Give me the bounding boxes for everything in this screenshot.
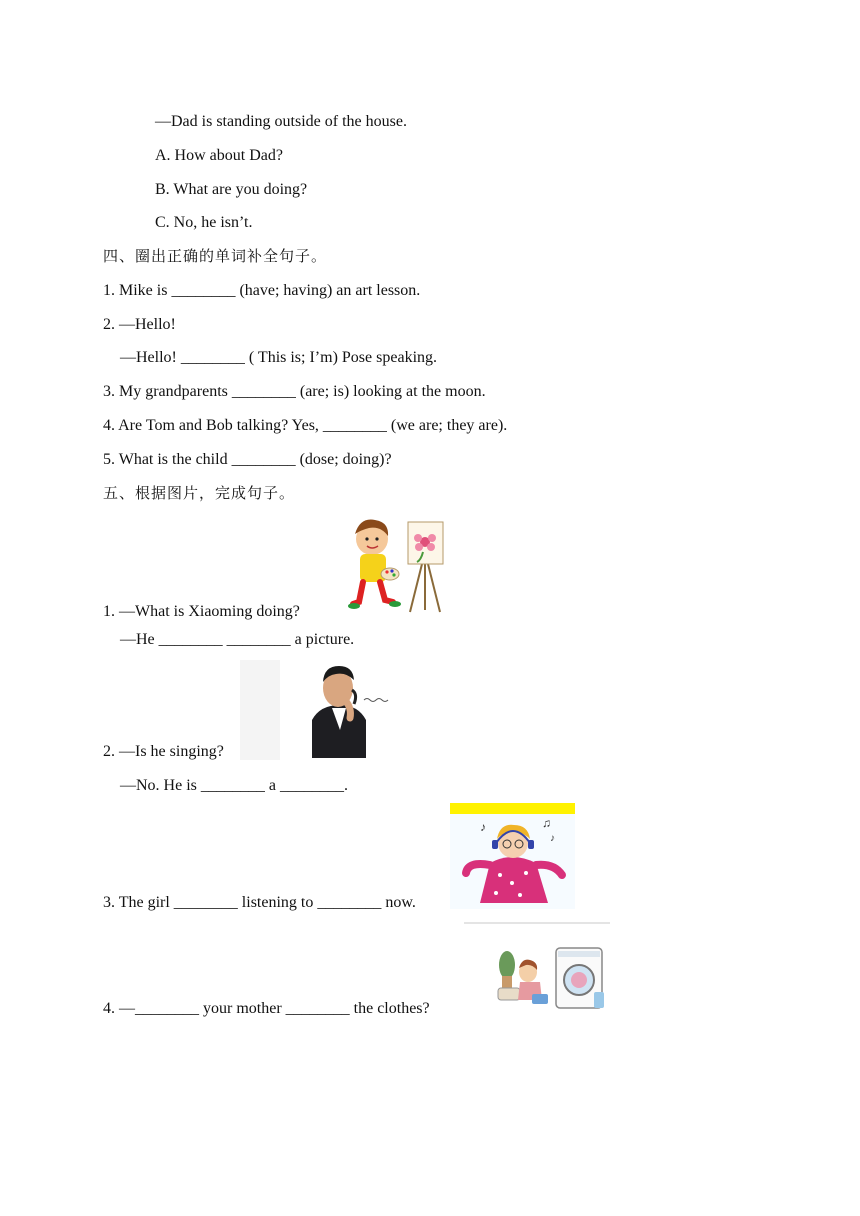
option-b: B. What are you doing? bbox=[155, 181, 308, 198]
section4-item-2: 2. —Hello! bbox=[103, 316, 176, 333]
q2-question: 2. —Is he singing? bbox=[103, 743, 224, 760]
answer-line: —Dad is standing outside of the house. bbox=[155, 113, 407, 130]
svg-text:♪: ♪ bbox=[550, 833, 555, 844]
section4-item-1: 1. Mike is ________ (have; having) an art lesson. bbox=[103, 282, 421, 299]
section4-item-5: 5. What is the child ________ (dose; doing)? bbox=[103, 451, 392, 468]
section5-heading: 五、根据图片，完成句子。 bbox=[103, 484, 296, 502]
svg-text:♫: ♫ bbox=[542, 816, 551, 830]
man-on-phone-icon bbox=[240, 660, 395, 760]
section4-item-3: 3. My grandparents ________ (are; is) looking at the moon. bbox=[103, 383, 486, 400]
q2-answer: —No. He is ________ a ________. bbox=[120, 777, 348, 794]
section4-item-4: 4. Are Tom and Bob talking? Yes, ________ (we are; they are). bbox=[103, 417, 508, 434]
section4-heading: 四、圈出正确的单词补全句子。 bbox=[103, 247, 328, 265]
option-a: A. How about Dad? bbox=[155, 147, 283, 164]
woman-washing-clothes-icon bbox=[462, 920, 612, 1015]
q1-question: 1. —What is Xiaoming doing? bbox=[103, 603, 300, 620]
q1-answer: —He ________ ________ a picture. bbox=[120, 631, 355, 648]
option-c: C. No, he isn’t. bbox=[155, 214, 253, 231]
boy-painting-icon bbox=[345, 512, 450, 617]
section4-item-2-reply: —Hello! ________ ( This is; I’m) Pose speaking. bbox=[120, 349, 438, 366]
q4-question: 4. —________ your mother ________ the clothes? bbox=[103, 1000, 430, 1017]
girl-with-headphones-icon bbox=[450, 803, 575, 909]
svg-text:♪: ♪ bbox=[480, 820, 486, 834]
q3-sentence: 3. The girl ________ listening to ________ now. bbox=[103, 894, 416, 911]
